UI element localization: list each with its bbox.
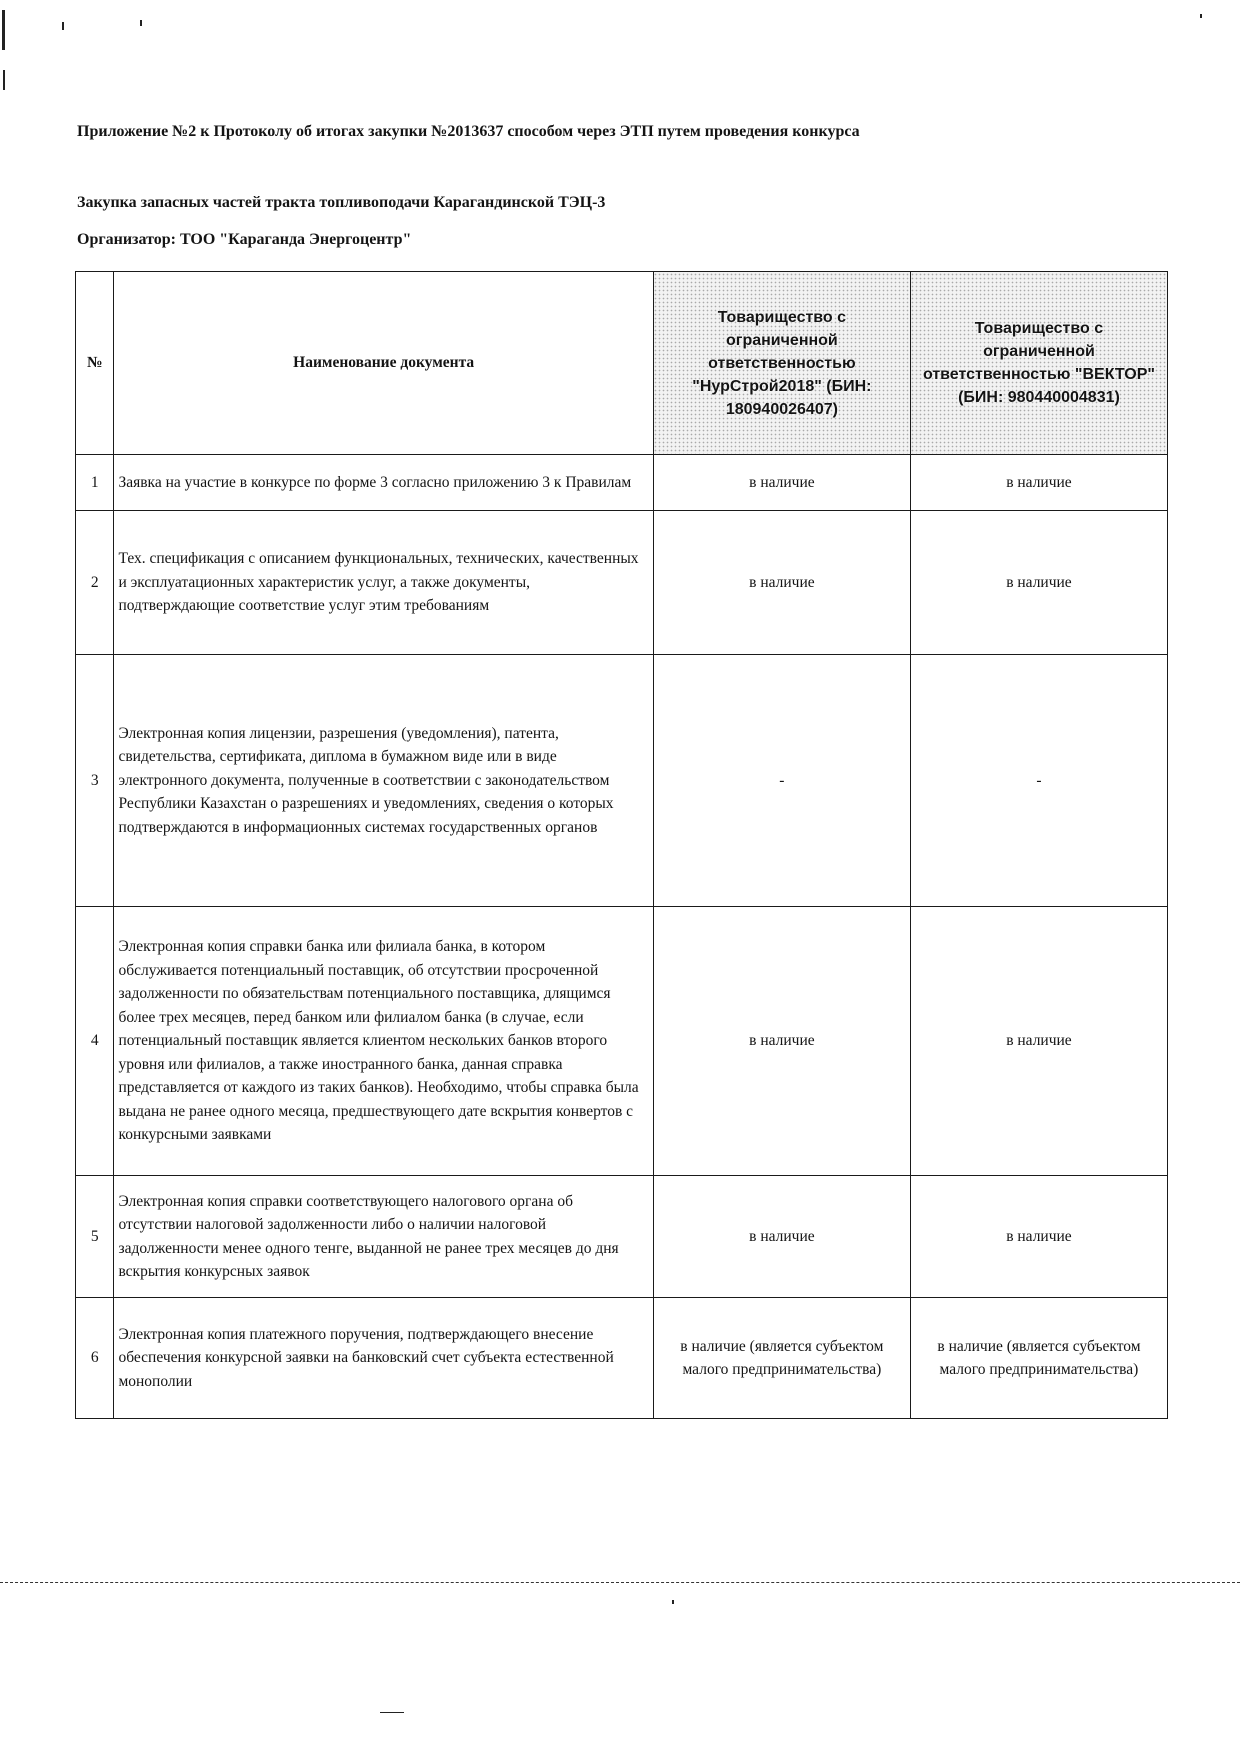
column-header-supplier-1 — [653, 272, 910, 455]
supplier-1-status: в наличие — [653, 511, 910, 655]
row-number: 5 — [76, 1176, 114, 1298]
table-row — [76, 1298, 1168, 1419]
column-header-document-name: Наименование документа — [114, 272, 653, 455]
page-bottom-rule — [0, 1582, 1240, 1583]
row-number: 6 — [76, 1298, 114, 1419]
documents-table — [75, 271, 1168, 1419]
scan-artifact — [2, 10, 5, 50]
supplier-1-status: в наличие — [653, 455, 910, 511]
supplier-1-status: в наличие — [653, 1176, 910, 1298]
supplier-2-status: в наличие — [910, 511, 1167, 655]
supplier-2-name: Товарищество с ограниченной ответственностью "ВЕКТОР" (БИН: 980440004831) — [922, 320, 1155, 406]
scan-artifact — [672, 1600, 674, 1604]
row-number: 4 — [76, 907, 114, 1176]
document-name: Электронная копия справки банка или филиала банка, в котором обслуживается потенциальный поставщик, об отсутствии просроченной задолженности по обязательствам потенциального поставщика, длящимся более трех месяцев, перед банком или филиалом банка (в случае, если потенциальный поставщик является клиентом нескольких банков второго уровня или филиалов, а также иностранного банка, данная справка представляется от каждого из таких банков). Необходимо, чтобы справка была выдана не ранее одного месяца, предшествующего дате вскрытия конвертов с конкурсными заявками — [114, 907, 653, 1176]
supplier-2-status: в наличие — [910, 455, 1167, 511]
supplier-2-status: - — [910, 655, 1167, 907]
supplier-1-status: в наличие (является субъектом малого предпринимательства) — [653, 1298, 910, 1419]
purchase-subject: Закупка запасных частей тракта топливоподачи Карагандинской ТЭЦ-3 — [77, 194, 606, 211]
scan-artifact — [380, 1712, 404, 1713]
column-header-number: № — [76, 272, 114, 455]
scan-artifact — [140, 20, 142, 26]
supplier-1-name: Товарищество с ограниченной ответственностью "НурСтрой2018" (БИН: 180940026407) — [692, 308, 872, 418]
supplier-1-status: в наличие — [653, 907, 910, 1176]
row-number: 3 — [76, 655, 114, 907]
table-row — [76, 455, 1168, 511]
document-title: Приложение №2 к Протоколу об итогах закупки №2013637 способом через ЭТП путем проведения конкурса — [77, 123, 860, 140]
supplier-2-status: в наличие — [910, 907, 1167, 1176]
document-name: Электронная копия справки соответствующего налогового органа об отсутствии налоговой задолженности либо о наличии налоговой задолженности менее одного тенге, выданной не ранее трех месяцев до дня вскрытия конкурсных заявок — [114, 1176, 653, 1298]
document-name: Тех. спецификация с описанием функциональных, технических, качественных и эксплуатационных характеристик услуг, а также документы, подтверждающие соответствие услуг этим требованиям — [114, 511, 653, 655]
table-row — [76, 907, 1168, 1176]
table-header-row — [76, 272, 1168, 455]
row-number: 1 — [76, 455, 114, 511]
scan-artifact — [62, 22, 64, 30]
table-row — [76, 1176, 1168, 1298]
scan-artifact — [1200, 14, 1202, 18]
supplier-2-status: в наличие — [910, 1176, 1167, 1298]
row-number: 2 — [76, 511, 114, 655]
document-name: Заявка на участие в конкурсе по форме 3 согласно приложению 3 к Правилам — [114, 455, 653, 511]
table-row — [76, 655, 1168, 907]
supplier-2-status: в наличие (является субъектом малого предпринимательства) — [910, 1298, 1167, 1419]
table-row — [76, 511, 1168, 655]
column-header-supplier-2 — [910, 272, 1167, 455]
organizer-line: Организатор: ТОО "Караганда Энергоцентр" — [77, 231, 412, 248]
scan-artifact — [3, 70, 5, 90]
document-name: Электронная копия лицензии, разрешения (уведомления), патента, свидетельства, сертификата, диплома в бумажном виде или в виде электронного документа, полученные в соответствии с законодательством Республики Казахстан о разрешениях и уведомлениях, сведения о которых подтверждаются в информационных системах государственных органов — [114, 655, 653, 907]
document-name: Электронная копия платежного поручения, подтверждающего внесение обеспечения конкурсной заявки на банковский счет субъекта естественной монополии — [114, 1298, 653, 1419]
supplier-1-status: - — [653, 655, 910, 907]
